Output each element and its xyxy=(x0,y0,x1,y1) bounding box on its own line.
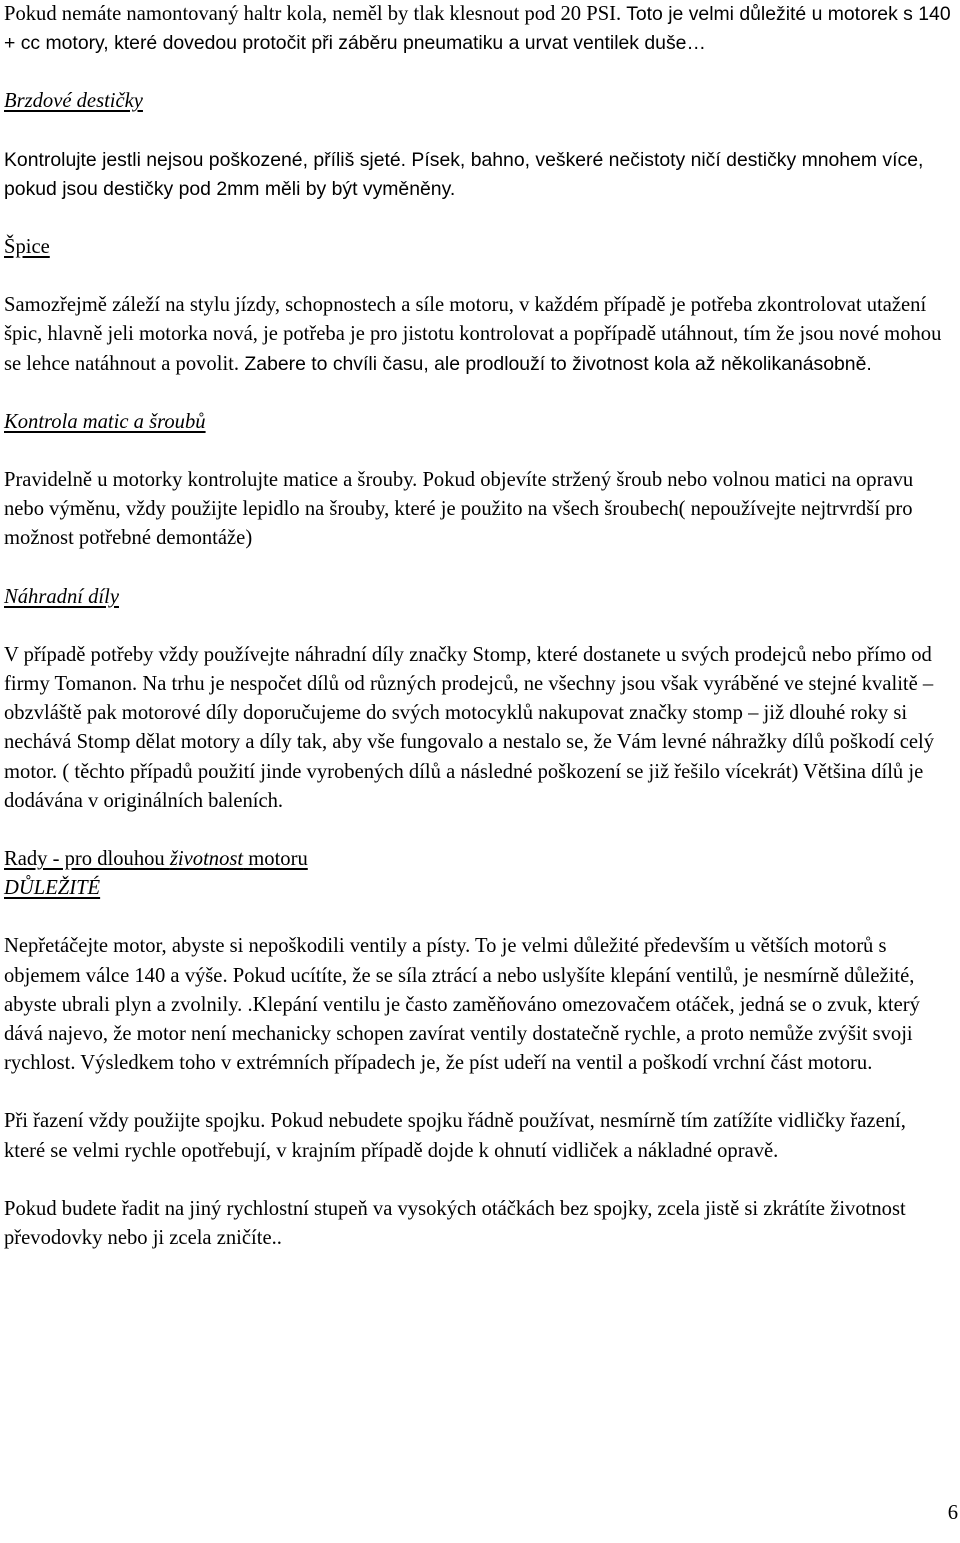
engine-tips-paragraph-3: Pokud budete řadit na jiný rychlostní stupeň va vysokých otáčkách bez spojky, zcela jistě si zkrátíte životnost převodovky nebo ji zcela zničíte.. xyxy=(4,1197,906,1250)
engine-tips-paragraph-1 xyxy=(4,932,952,1078)
heading-nuts-bolts: Kontrola matic a šroubů xyxy=(4,410,206,433)
engine-tips-p1-text-a: Nepřetáčejte motor, abyste si nepoškodili ventily a písty. xyxy=(4,935,471,958)
engine-tips-paragraph-2 xyxy=(4,1107,952,1165)
heading-engine-tips xyxy=(4,845,952,874)
spokes-paragraph xyxy=(4,291,952,379)
intro-text-b: Toto je velmi důležité u motorek s 140 + cc motory, které dovedou protočit při záběru pneumatiku a urvat ventilek duše… xyxy=(4,3,951,55)
intro-text-a: Pokud nemáte namontovaný haltr kola, neměl by tlak klesnout pod 20 PSI. xyxy=(4,3,622,25)
engine-tips-heading-a: Rady - pro dlouhou xyxy=(4,848,170,871)
engine-tips-p2-text-b: Pokud nebudete spojku řádně používat, nesmírně tím zatížíte vidličky řazení, které se velmi rychle opotřebují, v krajním případě dojde k ohnutí vidliček a nákladné opravě. xyxy=(4,1110,906,1162)
spokes-text-a: Samozřejmě záleží na stylu jízdy, schopnostech a síle motoru, v každém případě je potřeba zkontrolovat utažení špic, hlavně jeli motorka nová, je potřeba je pro jistotu kontrolovat a popřípadě utáhnout, tím že jsou nové mohou se lehce natáhnout a povolit. xyxy=(4,294,942,375)
heading-spare-parts: Náhradní díly xyxy=(4,585,119,608)
engine-tips-p1-text-c: Pokud ucítíte, že se síla ztrácí a nebo uslyšíte klepání ventilů, je nesmírně důležité, abyste ubrali plyn a zvolnily. .Klepání ventilu je často zaměňováno omezovačem otáček, jedná se o zvuk, který dává najevo, že motor není mechanicky schopen zavírat ventily dostatečně rychle, a proto nemůže zvýšit svoji rychlost. Výsledkem toho v extrémních případech je, že píst udeří na ventil a poškodí vrchní část motoru. xyxy=(4,964,920,1075)
heading-spokes: Špice xyxy=(4,236,50,259)
engine-tips-p1-text-b: To je velmi důležité především u větších motorů s objemem válce 140 a výše. xyxy=(4,935,887,987)
brake-pads-paragraph xyxy=(4,146,952,204)
engine-tips-p2-text-a: Při řazení vždy použijte spojku. xyxy=(4,1110,266,1133)
engine-tips-heading-c: motoru xyxy=(243,848,308,871)
page-number: 6 xyxy=(947,1502,958,1524)
nuts-bolts-paragraph xyxy=(4,466,952,554)
brake-pads-text-a: Kontrolujte jestli nejsou poškozené, příliš sjeté. xyxy=(4,148,407,171)
intro-paragraph xyxy=(4,0,952,58)
engine-tips-heading-b: životnost xyxy=(169,848,244,871)
spare-parts-text-b: Na trhu je nespočet dílů od různých prodejců, ne všechny jsou však vyráběné ve stejné kvalitě – obzvláště pak motorové díly doporučujeme do svých motocyklů nakupovat značky stomp – již dlouhé roky si nechává Stomp dělat motory a díly tak, aby vše fungovalo a nestalo se, že Vám levné náhražky dílů poškodí celý motor. ( těchto případů použití jinde vyrobených dílů a následné poškození se již řešilo vícekrát) Většina dílů je dodávána v originálních baleních. xyxy=(4,673,935,812)
spokes-text-b: Zabere to chvíli času, ale prodlouží to životnost kola až několikanásobně. xyxy=(239,352,872,375)
spare-parts-text-a: V případě potřeby vždy používejte náhradní díly značky Stomp, které dostanete u svých prodejců nebo přímo od firmy Tomanon. xyxy=(4,643,932,696)
nuts-bolts-text-b: Pokud objevíte stržený šroub nebo volnou matici na opravu nebo výměnu, vždy použijte lepidlo na šrouby, které je použito na všech šroubech( nepoužívejte nejtrvrdší pro možnost potřebné demontáže) xyxy=(4,469,914,550)
spare-parts-paragraph xyxy=(4,641,952,816)
nuts-bolts-text-a: Pravidelně u motorky kontrolujte matice a šrouby. xyxy=(4,469,418,492)
document-page xyxy=(4,0,952,1253)
important-label: DŮLEŽITÉ xyxy=(4,877,101,900)
heading-brake-pads: Brzdové destičky xyxy=(4,90,143,113)
brake-pads-text-b: Písek, bahno, veškeré nečistoty ničí destičky mnohem více, pokud jsou destičky pod 2mm měli by být vyměněny. xyxy=(4,148,924,200)
